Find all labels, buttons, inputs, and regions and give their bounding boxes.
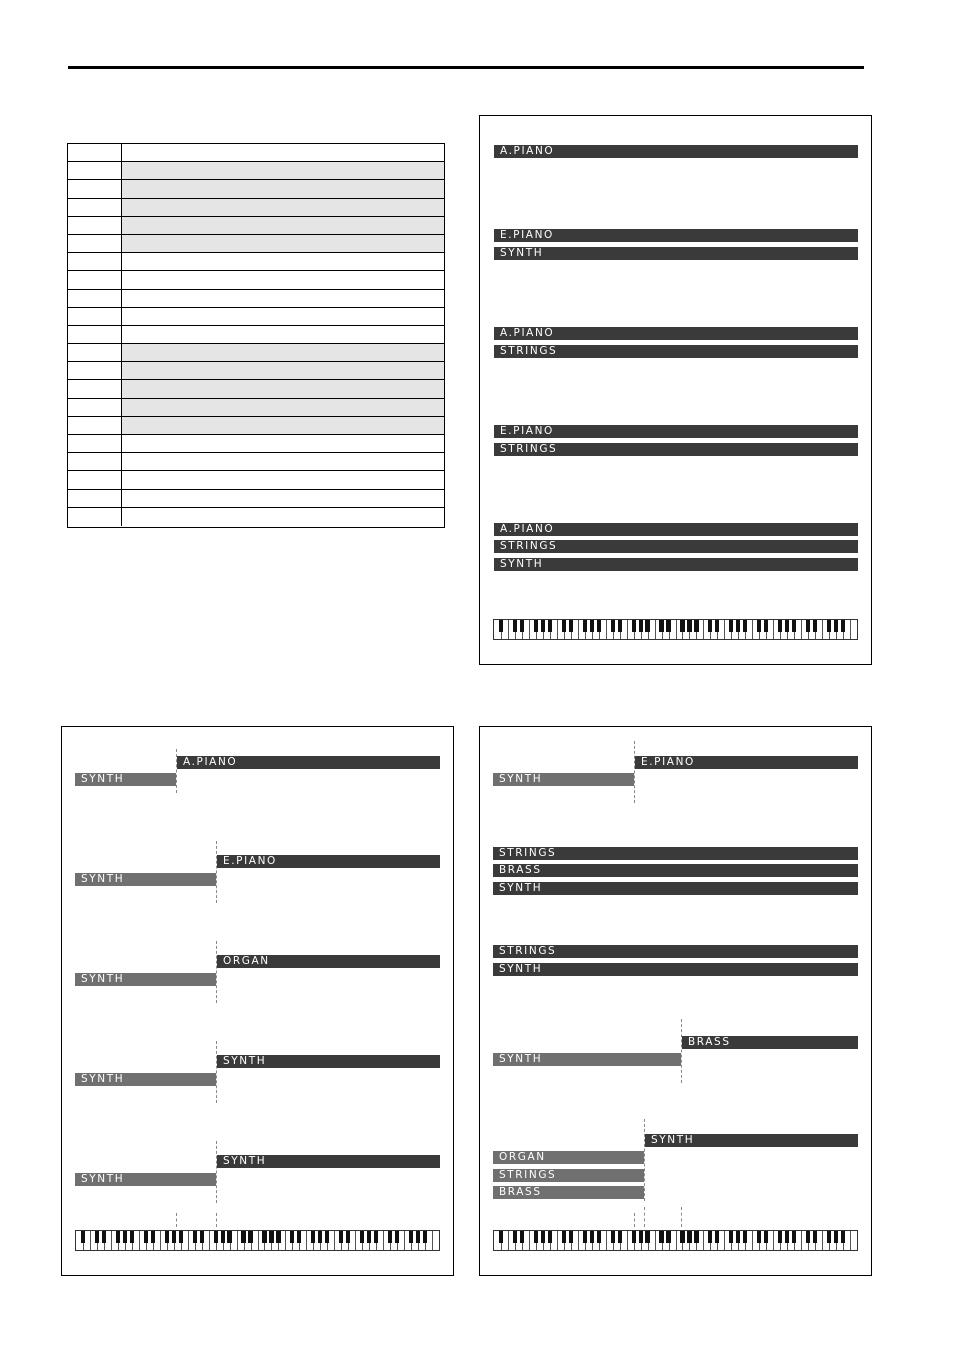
black-key <box>360 1231 364 1243</box>
table-cell <box>68 508 122 526</box>
white-key <box>383 1231 384 1250</box>
black-key <box>409 1231 413 1243</box>
black-key <box>834 1231 838 1243</box>
table-cell <box>122 290 444 307</box>
white-key <box>773 1231 774 1250</box>
table-row <box>68 362 444 380</box>
table-cell <box>122 162 444 179</box>
black-key <box>548 620 552 632</box>
white-key <box>724 620 725 639</box>
black-key <box>200 1231 204 1243</box>
black-key <box>395 1231 399 1243</box>
black-key <box>116 1231 120 1243</box>
table-cell <box>122 253 444 270</box>
white-key <box>606 620 607 639</box>
table-cell <box>68 380 122 397</box>
black-key <box>318 1231 322 1243</box>
split-point <box>681 1207 682 1227</box>
black-key <box>590 620 594 632</box>
white-key <box>285 1231 286 1250</box>
white-key <box>237 1231 238 1250</box>
table-row <box>68 271 444 289</box>
table-cell <box>68 217 122 234</box>
upper-part-bar: SYNTH <box>217 1055 440 1068</box>
table-row <box>68 490 444 508</box>
black-key <box>339 1231 343 1243</box>
black-key <box>241 1231 245 1243</box>
black-key <box>778 1231 782 1243</box>
white-key <box>209 1231 210 1250</box>
table-row <box>68 144 444 162</box>
lower-part-bar: SYNTH <box>493 773 634 786</box>
white-key <box>606 1231 607 1250</box>
black-key <box>729 620 733 632</box>
black-key <box>645 1231 649 1243</box>
lower-part-bar: BRASS <box>493 1186 644 1199</box>
split-point <box>216 1213 217 1227</box>
black-key <box>123 1231 127 1243</box>
table-cell <box>68 271 122 288</box>
black-key <box>666 620 670 632</box>
black-key <box>499 620 503 632</box>
layer-bar: STRINGS <box>494 540 858 553</box>
upper-part-bar: BRASS <box>682 1036 858 1049</box>
layer-panel <box>479 115 872 665</box>
black-key <box>144 1231 148 1243</box>
black-key <box>346 1231 350 1243</box>
black-key <box>757 620 761 632</box>
table-cell <box>68 490 122 507</box>
split-point <box>634 1213 635 1227</box>
black-key <box>513 1231 517 1243</box>
black-key <box>541 620 545 632</box>
black-key <box>583 1231 587 1243</box>
upper-part-bar: SYNTH <box>645 1134 858 1147</box>
black-key <box>694 620 698 632</box>
white-key <box>355 1231 356 1250</box>
table-row <box>68 199 444 217</box>
table-cell <box>122 326 444 343</box>
black-key <box>416 1231 420 1243</box>
black-key <box>248 1231 252 1243</box>
black-key <box>597 1231 601 1243</box>
white-key <box>160 1231 161 1250</box>
upper-part-bar: A.PIANO <box>177 756 440 769</box>
layer-bar: SYNTH <box>493 963 858 976</box>
white-key <box>578 620 579 639</box>
black-key <box>806 1231 810 1243</box>
layer-bar: A.PIANO <box>494 523 858 536</box>
table-row <box>68 399 444 417</box>
table-cell <box>122 199 444 216</box>
black-key <box>687 1231 691 1243</box>
table-cell <box>122 308 444 325</box>
table-row <box>68 417 444 435</box>
table-cell <box>122 180 444 197</box>
white-key <box>404 1231 405 1250</box>
black-key <box>764 1231 768 1243</box>
black-key <box>680 1231 684 1243</box>
table-cell <box>68 290 122 307</box>
black-key <box>666 1231 670 1243</box>
table-row <box>68 308 444 326</box>
black-key <box>618 620 622 632</box>
white-key <box>334 1231 335 1250</box>
table-row <box>68 290 444 308</box>
white-key <box>111 1231 112 1250</box>
black-key <box>757 1231 761 1243</box>
table-cell <box>122 271 444 288</box>
black-key <box>597 620 601 632</box>
black-key <box>325 1231 329 1243</box>
table-cell <box>68 326 122 343</box>
white-key <box>578 1231 579 1250</box>
black-key <box>659 620 663 632</box>
black-key <box>367 1231 371 1243</box>
black-key <box>130 1231 134 1243</box>
header-rule <box>68 66 864 69</box>
layer-bar: STRINGS <box>494 345 858 358</box>
keyboard-graphic <box>493 619 858 640</box>
black-key <box>841 620 845 632</box>
layer-bar: E.PIANO <box>494 425 858 438</box>
black-key <box>736 1231 740 1243</box>
black-key <box>764 620 768 632</box>
table-row <box>68 217 444 235</box>
white-key <box>557 1231 558 1250</box>
parameter-table <box>67 143 445 528</box>
table-cell <box>122 490 444 507</box>
table-cell <box>68 180 122 197</box>
black-key <box>743 1231 747 1243</box>
black-key <box>778 620 782 632</box>
table-row <box>68 508 444 526</box>
black-key <box>729 1231 733 1243</box>
table-cell <box>68 399 122 416</box>
split-panel <box>61 726 454 1276</box>
lower-part-bar: SYNTH <box>75 973 216 986</box>
split-point <box>681 1019 682 1083</box>
black-key <box>562 620 566 632</box>
black-key <box>590 1231 594 1243</box>
white-key <box>752 1231 753 1250</box>
black-key <box>95 1231 99 1243</box>
white-key <box>139 1231 140 1250</box>
lower-part-bar: SYNTH <box>75 773 176 786</box>
black-key <box>534 620 538 632</box>
split-point <box>644 1207 645 1227</box>
black-key <box>583 620 587 632</box>
black-key <box>715 620 719 632</box>
table-row <box>68 344 444 362</box>
black-key <box>645 620 649 632</box>
keyboard-graphic <box>493 1230 858 1251</box>
black-key <box>834 620 838 632</box>
black-key <box>499 1231 503 1243</box>
table-cell <box>122 362 444 379</box>
upper-part-bar: E.PIANO <box>635 756 858 769</box>
table-row <box>68 326 444 344</box>
black-key <box>785 1231 789 1243</box>
white-key <box>822 620 823 639</box>
white-key <box>508 1231 509 1250</box>
black-key <box>632 1231 636 1243</box>
black-key <box>792 620 796 632</box>
black-key <box>214 1231 218 1243</box>
table-row <box>68 380 444 398</box>
black-key <box>708 620 712 632</box>
black-key <box>311 1231 315 1243</box>
black-key <box>81 1231 85 1243</box>
black-key <box>813 620 817 632</box>
black-key <box>262 1231 266 1243</box>
table-cell <box>68 308 122 325</box>
table-cell <box>122 217 444 234</box>
white-key <box>850 1231 851 1250</box>
table-cell <box>122 399 444 416</box>
black-key <box>534 1231 538 1243</box>
black-key <box>639 620 643 632</box>
black-key <box>548 1231 552 1243</box>
black-key <box>611 620 615 632</box>
black-key <box>743 620 747 632</box>
lower-part-bar: ORGAN <box>493 1151 644 1164</box>
white-key <box>773 620 774 639</box>
black-key <box>792 1231 796 1243</box>
white-key <box>627 1231 628 1250</box>
table-cell <box>68 453 122 470</box>
black-key <box>639 1231 643 1243</box>
split-point <box>216 1041 217 1103</box>
black-key <box>290 1231 294 1243</box>
black-key <box>841 1231 845 1243</box>
white-key <box>822 1231 823 1250</box>
table-cell <box>122 380 444 397</box>
black-key <box>520 1231 524 1243</box>
split-layer-panel <box>479 726 872 1276</box>
white-key <box>655 1231 656 1250</box>
upper-part-bar: E.PIANO <box>217 855 440 868</box>
black-key <box>541 1231 545 1243</box>
layer-bar: STRINGS <box>493 945 858 958</box>
layer-bar: SYNTH <box>494 558 858 571</box>
black-key <box>806 620 810 632</box>
black-key <box>827 1231 831 1243</box>
table-cell <box>122 471 444 488</box>
black-key <box>611 1231 615 1243</box>
black-key <box>179 1231 183 1243</box>
black-key <box>632 620 636 632</box>
black-key <box>708 1231 712 1243</box>
layer-bar: BRASS <box>493 864 858 877</box>
layer-bar: SYNTH <box>494 247 858 260</box>
black-key <box>165 1231 169 1243</box>
table-cell <box>122 344 444 361</box>
white-key <box>90 1231 91 1250</box>
layer-bar: STRINGS <box>493 847 858 860</box>
table-row <box>68 162 444 180</box>
white-key <box>676 1231 677 1250</box>
black-key <box>827 620 831 632</box>
table-row <box>68 435 444 453</box>
table-cell <box>68 253 122 270</box>
table-cell <box>68 471 122 488</box>
upper-part-bar: SYNTH <box>217 1155 440 1168</box>
black-key <box>269 1231 273 1243</box>
black-key <box>151 1231 155 1243</box>
white-key <box>703 1231 704 1250</box>
table-cell <box>122 435 444 452</box>
black-key <box>227 1231 231 1243</box>
white-key <box>432 1231 433 1250</box>
white-key <box>703 620 704 639</box>
split-point <box>176 1213 177 1227</box>
black-key <box>276 1231 280 1243</box>
black-key <box>694 1231 698 1243</box>
black-key <box>193 1231 197 1243</box>
upper-part-bar: ORGAN <box>217 955 440 968</box>
split-point <box>216 1141 217 1203</box>
layer-bar: E.PIANO <box>494 229 858 242</box>
table-cell <box>68 162 122 179</box>
table-row <box>68 471 444 489</box>
white-key <box>801 620 802 639</box>
black-key <box>785 620 789 632</box>
table-cell <box>68 435 122 452</box>
table-cell <box>68 199 122 216</box>
table-row <box>68 453 444 471</box>
table-cell <box>68 417 122 434</box>
table-cell <box>68 362 122 379</box>
black-key <box>569 620 573 632</box>
white-key <box>655 620 656 639</box>
black-key <box>388 1231 392 1243</box>
white-key <box>850 620 851 639</box>
table-cell <box>122 508 444 526</box>
keyboard-graphic <box>75 1230 440 1251</box>
black-key <box>618 1231 622 1243</box>
table-cell <box>122 453 444 470</box>
layer-bar: A.PIANO <box>494 327 858 340</box>
black-key <box>736 620 740 632</box>
table-cell <box>122 235 444 252</box>
black-key <box>374 1231 378 1243</box>
lower-part-bar: STRINGS <box>493 1169 644 1182</box>
white-key <box>724 1231 725 1250</box>
lower-part-bar: SYNTH <box>75 873 216 886</box>
table-cell <box>68 344 122 361</box>
black-key <box>813 1231 817 1243</box>
layer-bar: A.PIANO <box>494 145 858 158</box>
lower-part-bar: SYNTH <box>75 1073 216 1086</box>
white-key <box>529 620 530 639</box>
white-key <box>557 620 558 639</box>
table-cell <box>68 235 122 252</box>
black-key <box>569 1231 573 1243</box>
split-point <box>216 941 217 1003</box>
layer-bar: STRINGS <box>494 443 858 456</box>
black-key <box>297 1231 301 1243</box>
layer-bar: SYNTH <box>493 882 858 895</box>
white-key <box>188 1231 189 1250</box>
split-point <box>216 841 217 903</box>
white-key <box>801 1231 802 1250</box>
lower-part-bar: SYNTH <box>75 1173 216 1186</box>
white-key <box>306 1231 307 1250</box>
black-key <box>102 1231 106 1243</box>
table-row <box>68 253 444 271</box>
white-key <box>508 620 509 639</box>
black-key <box>687 620 691 632</box>
black-key <box>423 1231 427 1243</box>
lower-part-bar: SYNTH <box>493 1053 681 1066</box>
white-key <box>676 620 677 639</box>
white-key <box>627 620 628 639</box>
table-row <box>68 235 444 253</box>
white-key <box>258 1231 259 1250</box>
black-key <box>520 620 524 632</box>
white-key <box>529 1231 530 1250</box>
table-cell <box>122 144 444 161</box>
black-key <box>221 1231 225 1243</box>
black-key <box>715 1231 719 1243</box>
split-point <box>644 1119 645 1201</box>
table-row <box>68 180 444 198</box>
black-key <box>562 1231 566 1243</box>
table-cell <box>68 144 122 161</box>
split-point <box>634 741 635 803</box>
black-key <box>659 1231 663 1243</box>
white-key <box>752 620 753 639</box>
table-cell <box>122 417 444 434</box>
black-key <box>172 1231 176 1243</box>
black-key <box>513 620 517 632</box>
black-key <box>680 620 684 632</box>
